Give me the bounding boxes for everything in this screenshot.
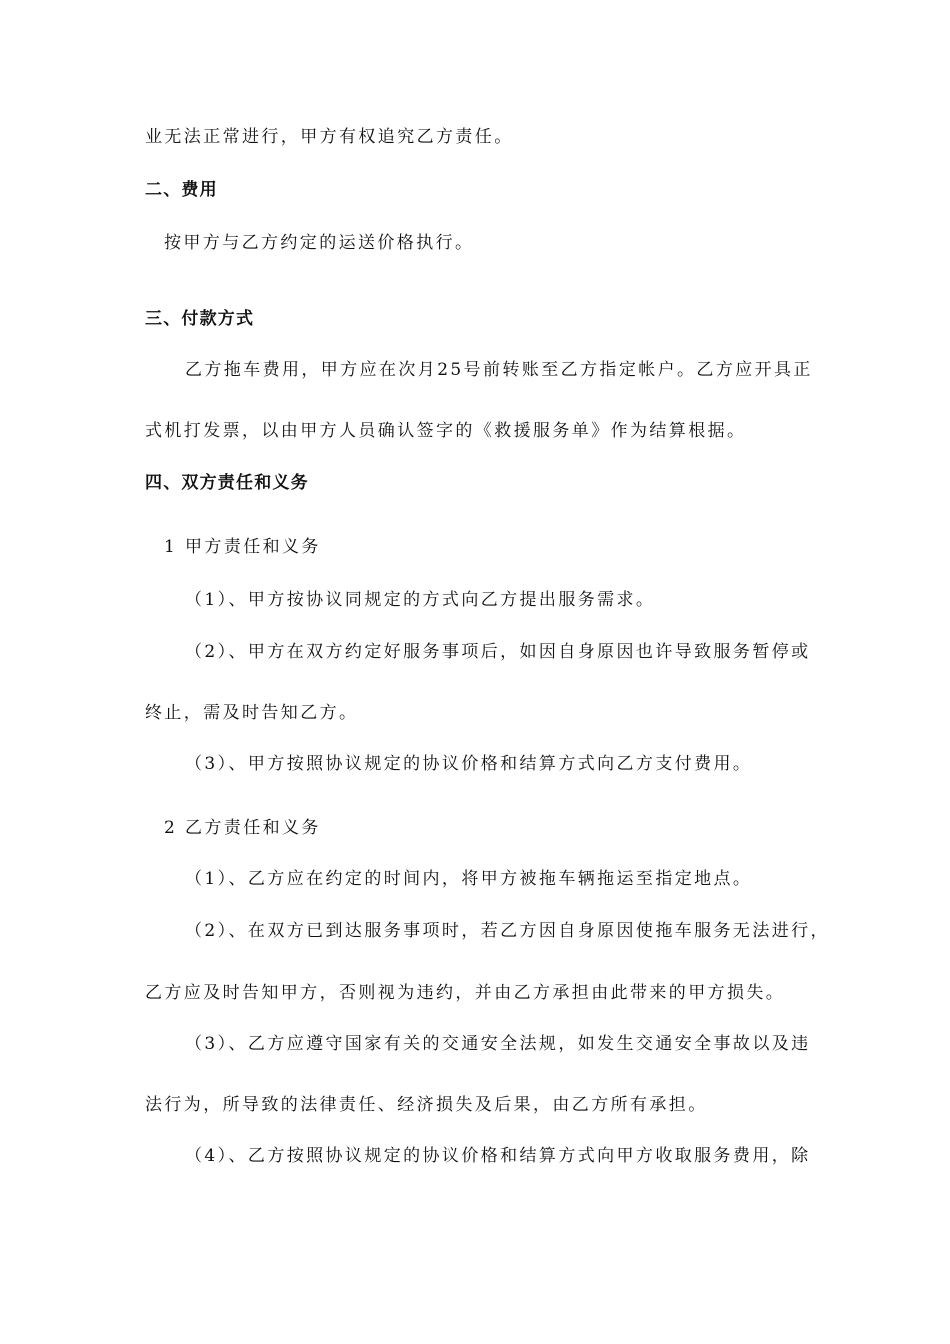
- party-b-item-2-line-2: 乙方应及时告知甲方，否则视为违约，并由乙方承担由此带来的甲方损失。: [145, 983, 786, 1003]
- party-a-item-3: （3）、甲方按照协议规定的协议价格和结算方式向乙方支付费用。: [185, 754, 753, 774]
- payment-text-line-1: 乙方拖车费用，甲方应在次月25号前转账至乙方指定帐户。乙方应开具正: [185, 360, 813, 380]
- section-heading-fees: 二、费用: [145, 180, 218, 200]
- subsection-party-b: 2 乙方责任和义务: [164, 818, 321, 838]
- subsection-party-a: 1 甲方责任和义务: [164, 537, 321, 557]
- party-b-item-2-line-1: （2）、在双方已到达服务事项时，若乙方因自身原因使拖车服务无法进行，: [185, 921, 830, 941]
- party-b-item-3-line-1: （3）、乙方应遵守国家有关的交通安全法规，如发生交通安全事故以及违: [185, 1034, 811, 1054]
- party-a-item-1: （1）、甲方按协议同规定的方式向乙方提出服务需求。: [185, 590, 656, 610]
- section-heading-responsibilities: 四、双方责任和义务: [145, 473, 309, 493]
- payment-text-line-2: 式机打发票，以由甲方人员确认签字的《救援服务单》作为结算根据。: [145, 421, 747, 441]
- party-b-item-3-line-2: 法行为，所导致的法律责任、经济损失及后果，由乙方所有承担。: [145, 1095, 708, 1115]
- section-heading-payment: 三、付款方式: [145, 309, 255, 329]
- party-a-item-2-line-2: 终止，需及时告知乙方。: [145, 703, 359, 723]
- party-a-item-2-line-1: （2）、甲方在双方约定好服务事项后，如因自身原因也许导致服务暂停或: [185, 642, 811, 662]
- party-b-item-1: （1）、乙方应在约定的时间内，将甲方被拖车辆拖运至指定地点。: [185, 869, 753, 889]
- fees-text: 按甲方与乙方约定的运送价格执行。: [164, 233, 475, 253]
- paragraph-line-continuation: 业无法正常进行，甲方有权追究乙方责任。: [145, 127, 514, 147]
- party-b-item-4-line-1: （4）、乙方按照协议规定的协议价格和结算方式向甲方收取服务费用，除: [185, 1146, 811, 1166]
